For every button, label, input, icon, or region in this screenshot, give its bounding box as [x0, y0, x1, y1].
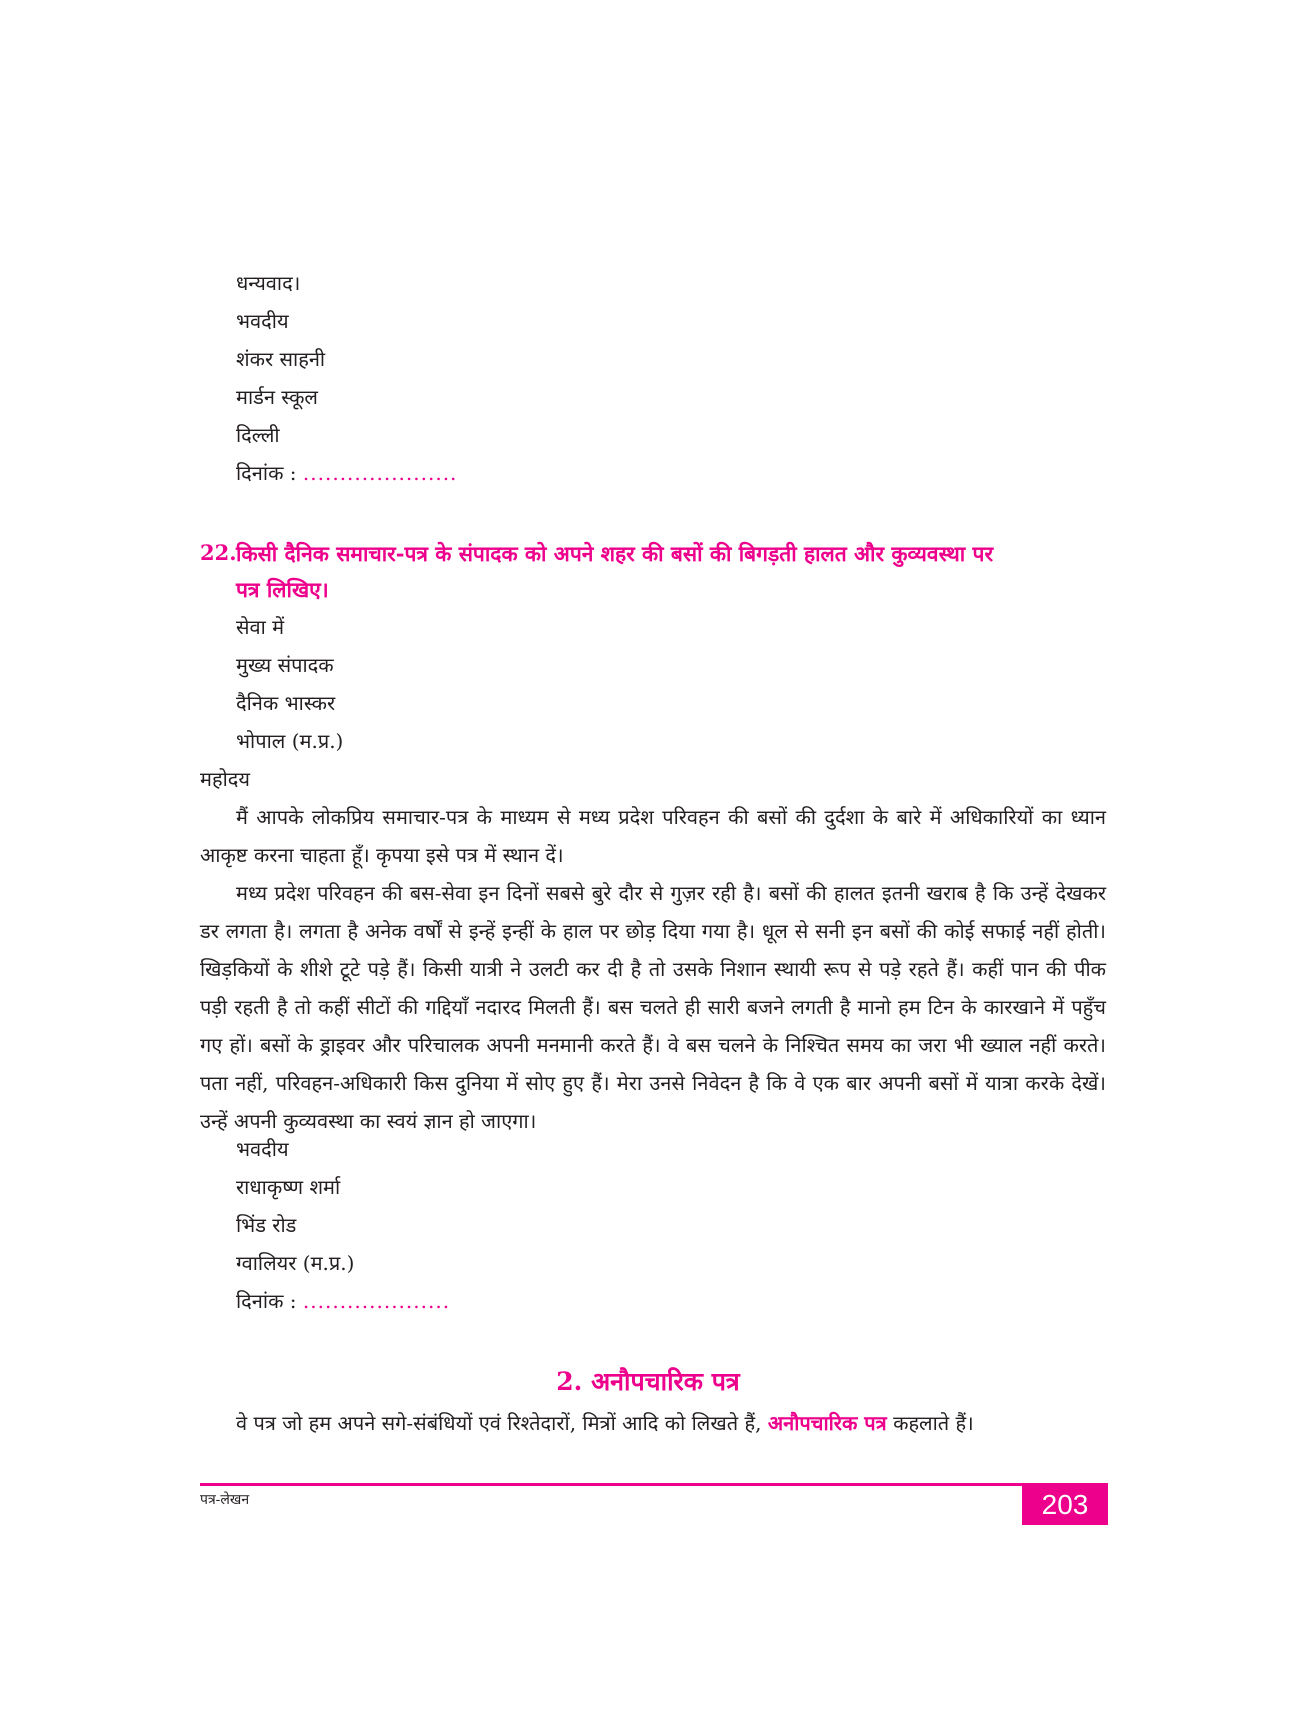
signoff-thanks: धन्यवाद।	[236, 271, 301, 295]
date-label: दिनांक :	[236, 461, 297, 485]
section-heading: 2. अनौपचारिक पत्र	[556, 1367, 740, 1396]
intro-text-end: कहलाते हैं।	[893, 1411, 974, 1435]
date-label: दिनांक :	[236, 1289, 297, 1313]
address-line: भोपाल (म.प्र.)	[236, 729, 344, 753]
signoff2-date	[236, 1288, 450, 1314]
intro-highlight: अनौपचारिक पत्र	[767, 1411, 887, 1435]
signoff-yours: भवदीय	[236, 309, 289, 333]
section-intro	[236, 1410, 974, 1436]
question-text-line2: पत्र लिखिए।	[236, 577, 329, 602]
signoff2-street: भिंड रोड	[236, 1213, 297, 1237]
page-number: 203	[1022, 1485, 1108, 1525]
address-line: सेवा में	[236, 615, 285, 639]
body-paragraph-2: मध्य प्रदेश परिवहन की बस-सेवा इन दिनों सबसे बुरे दौर से गुज़र रही है। बसों की हालत इतनी खराब है कि उन्हें देखकर डर लगता है। लगता है अनेक वर्षों से इन्हें इन्हीं के हाल पर छोड़ दिया गया है। धूल से सनी इन बसों की कोई सफाई नहीं होती। खिड़कियों के शीशे टूटे पड़े हैं। किसी यात्री ने उलटी कर दी है तो उसके निशान स्थायी रूप से पड़े रहते हैं। कहीं पान की पीक पड़ी रहती है तो कहीं सीटों की गद्दियाँ नदारद मिलती हैं। बस चलते ही सारी बजने लगती है मानो हम टिन के कारखाने में पहुँच गए हों। बसों के ड्राइवर और परिचालक अपनी मनमानी करते हैं। वे बस चलने के निश्चित समय का जरा भी ख्याल नहीं करते। पता नहीं, परिवहन-अधिकारी किस दुनिया में सोए हुए हैं। मेरा उनसे निवेदन है कि वे एक बार अपनी बसों में यात्रा करके देखें। उन्हें अपनी कुव्यवस्था का स्वयं ज्ञान हो जाएगा।	[200, 881, 1106, 1133]
signoff2-name: राधाकृष्ण शर्मा	[236, 1175, 341, 1199]
footer-label: पत्र-लेखन	[200, 1492, 250, 1508]
date-dots: .....................	[302, 461, 458, 485]
signoff-name: शंकर साहनी	[236, 347, 326, 371]
body-paragraph-1: मैं आपके लोकप्रिय समाचार-पत्र के माध्यम से मध्य प्रदेश परिवहन की बसों की दुर्दशा के बारे में अधिकारियों का ध्यान आकृष्ट करना चाहता हूँ। कृपया इसे पत्र में स्थान दें।	[200, 805, 1106, 867]
intro-text: वे पत्र जो हम अपने सगे-संबंधियों एवं रिश्तेदारों, मित्रों आदि को लिखते हैं,	[236, 1411, 762, 1435]
signoff-date	[236, 460, 457, 486]
question-text-line1: किसी दैनिक समाचार-पत्र के संपादक को अपने शहर की बसों की बिगड़ती हालत और कुव्यवस्था पर	[236, 541, 994, 566]
signoff2-yours: भवदीय	[236, 1137, 289, 1161]
question-number: 22.	[200, 540, 237, 565]
address-line: मुख्य संपादक	[236, 653, 334, 677]
signoff-city: दिल्ली	[236, 423, 280, 447]
signoff2-city: ग्वालियर (म.प्र.)	[236, 1251, 355, 1275]
address-line: दैनिक भास्कर	[236, 691, 336, 715]
date-dots: ....................	[302, 1289, 451, 1313]
signoff-school: मार्डन स्कूल	[236, 385, 318, 409]
footer-rule	[200, 1483, 1108, 1486]
salutation: महोदय	[200, 767, 250, 791]
